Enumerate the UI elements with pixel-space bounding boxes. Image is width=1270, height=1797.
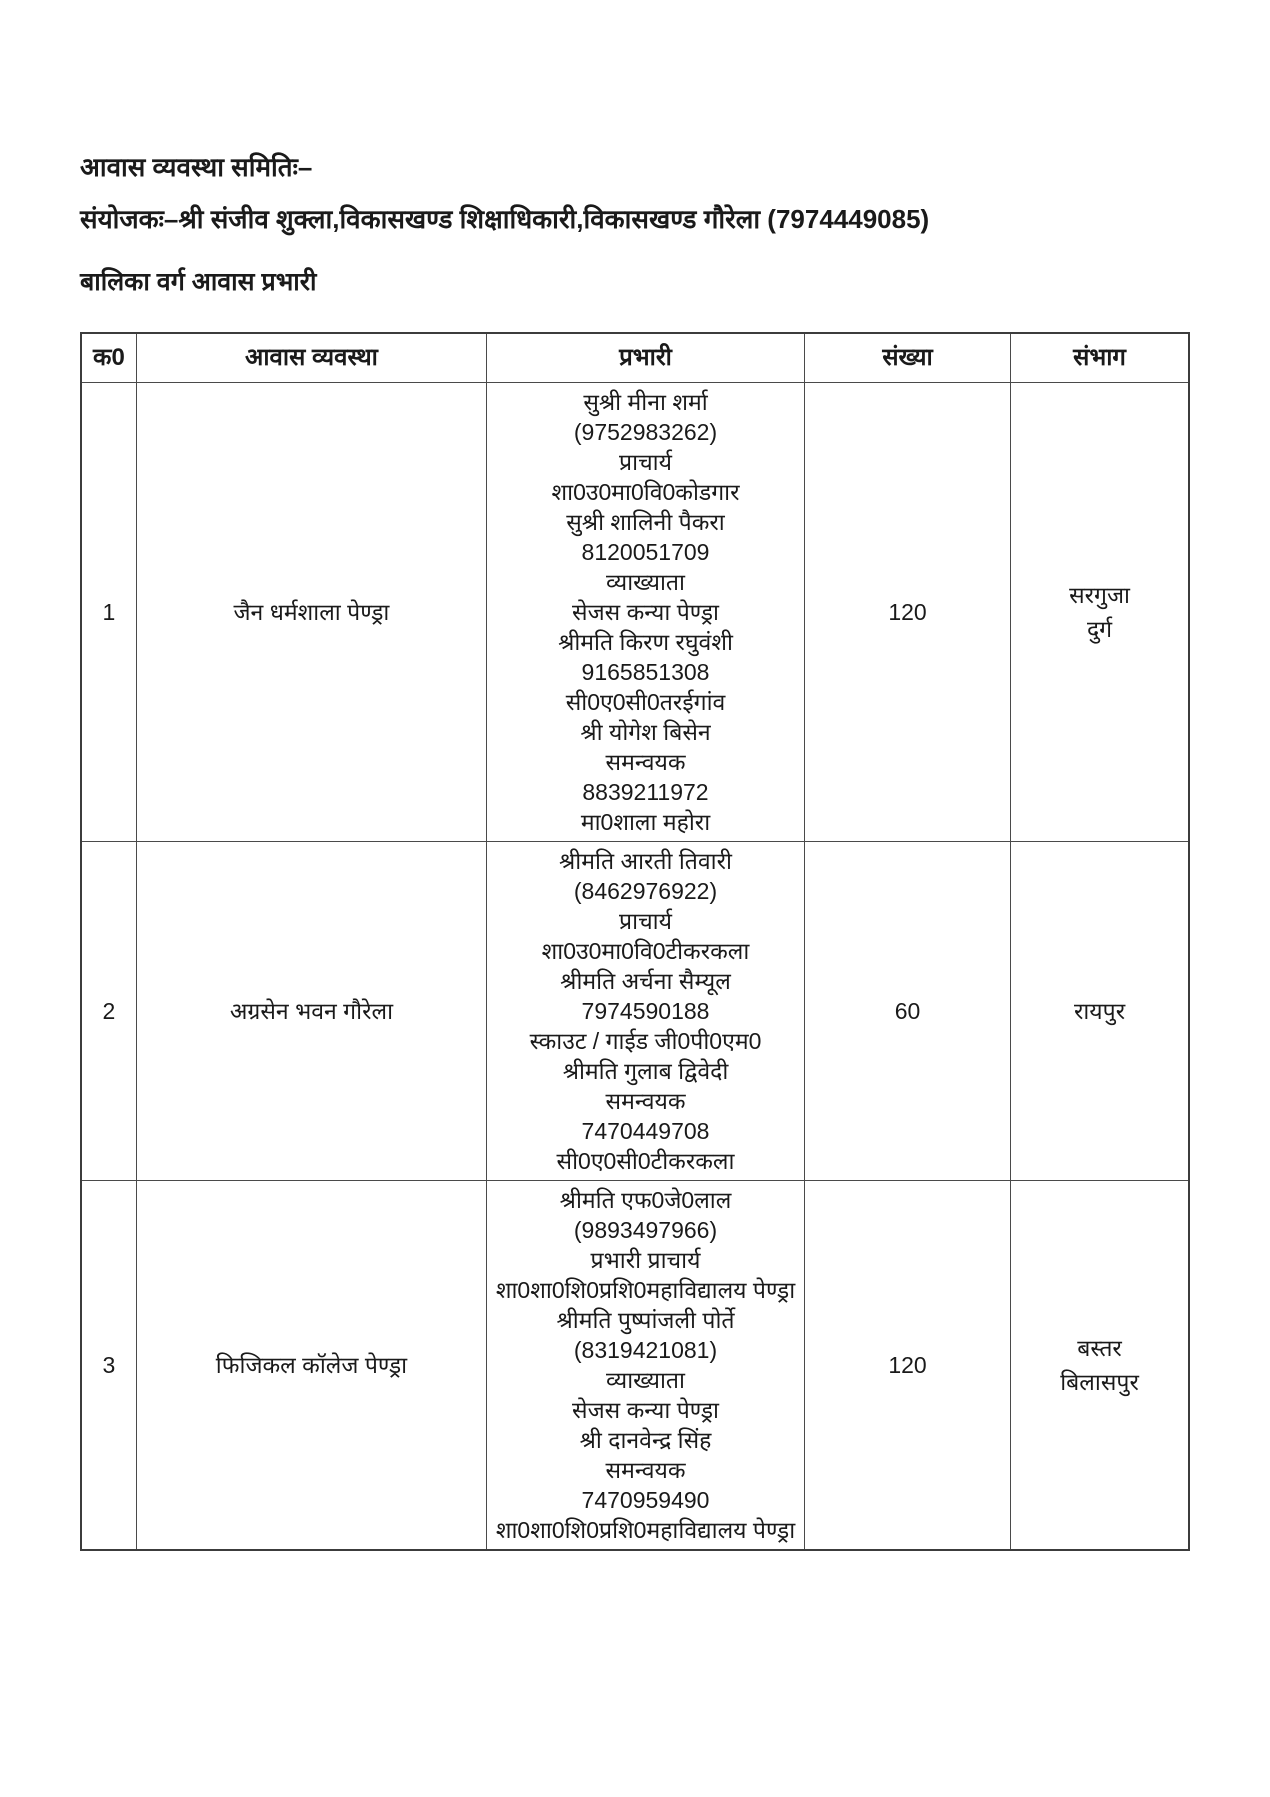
incharge-line: प्राचार्य [619, 908, 672, 934]
incharge-line: श्रीमति किरण रघुवंशी [558, 629, 733, 655]
incharge-line: समन्वयक [605, 1088, 686, 1114]
incharge-line: श्रीमति एफ0जे0लाल [559, 1187, 732, 1213]
incharge-line: प्रभारी प्राचार्य [590, 1247, 701, 1273]
incharge-line: व्याख्याता [606, 569, 685, 595]
col-header-division: संभाग [1011, 333, 1189, 383]
division-cell [1011, 842, 1189, 1181]
col-header-serial: क0 [81, 333, 136, 383]
incharge-line: 7470449708 [581, 1118, 710, 1144]
incharge-line: शा0शा0शि0प्रशि0महाविद्यालय पेण्ड्रा [495, 1277, 796, 1303]
incharge-line: श्री दानवेन्द्र सिंह [579, 1427, 712, 1453]
incharge-line: 7470959490 [581, 1487, 710, 1513]
awas-prabhari-table [80, 332, 1190, 1551]
committee-title: आवास व्यवस्था समितिः– [80, 152, 313, 182]
incharge-line: श्रीमति गुलाब द्विवेदी [562, 1058, 729, 1084]
venue-cell: जैन धर्मशाला पेण्ड्रा [136, 383, 486, 842]
count-cell: 120 [805, 383, 1011, 842]
incharge-line: श्रीमति आरती तिवारी [559, 848, 732, 874]
incharge-line: सी0ए0सी0टीकरकला [556, 1148, 735, 1174]
venue-cell: अग्रसेन भवन गौरेला [136, 842, 486, 1181]
table-row [81, 383, 1189, 842]
incharge-line: श्रीमति अर्चना सैम्यूल [560, 968, 731, 994]
count-cell: 60 [805, 842, 1011, 1181]
table-row [81, 842, 1189, 1181]
incharge-line: (9893497966) [573, 1217, 718, 1243]
section-title: बालिका वर्ग आवास प्रभारी [80, 268, 317, 296]
incharge-line: समन्वयक [605, 1457, 686, 1483]
incharge-line: सेजस कन्या पेण्ड्रा [572, 599, 719, 625]
table-body [81, 383, 1189, 1551]
table-header-row [81, 333, 1189, 383]
incharge-line: व्याख्याता [606, 1367, 685, 1393]
incharge-line: 7974590188 [581, 998, 710, 1024]
col-header-venue: आवास व्यवस्था [136, 333, 486, 383]
serial-cell: 3 [81, 1181, 136, 1551]
division-cell [1011, 1181, 1189, 1551]
incharge-cell [487, 1181, 805, 1551]
incharge-cell [487, 842, 805, 1181]
incharge-line: समन्वयक [605, 749, 686, 775]
incharge-line: (9752983262) [573, 419, 718, 445]
incharge-line: सी0ए0सी0तरईगांव [565, 689, 726, 715]
count-cell: 120 [805, 1181, 1011, 1551]
incharge-line: (8462976922) [573, 878, 718, 904]
table-row [81, 1181, 1189, 1551]
incharge-line: 8120051709 [581, 539, 710, 565]
incharge-line: स्काउट / गाईड जी0पी0एम0 [529, 1028, 762, 1054]
incharge-line: 9165851308 [581, 659, 710, 685]
division-line: सरगुजा [1069, 582, 1130, 608]
serial-cell: 2 [81, 842, 136, 1181]
incharge-line: सेजस कन्या पेण्ड्रा [572, 1397, 719, 1423]
serial-cell: 1 [81, 383, 136, 842]
division-line: बस्तर [1077, 1335, 1122, 1361]
incharge-line: शा0शा0शि0प्रशि0महाविद्यालय पेण्ड्रा [495, 1517, 796, 1543]
incharge-line: श्री योगेश बिसेन [580, 719, 711, 745]
incharge-line: (8319421081) [573, 1337, 718, 1363]
document-heading [80, 148, 1190, 298]
incharge-line: श्रीमति पुष्पांजली पोर्ते [556, 1307, 735, 1333]
incharge-line: प्राचार्य [619, 449, 672, 475]
division-line: बिलासपुर [1060, 1369, 1139, 1395]
division-line: रायपुर [1073, 998, 1126, 1024]
incharge-cell [487, 383, 805, 842]
incharge-line: शा0उ0मा0वि0टीकरकला [541, 938, 750, 964]
division-cell [1011, 383, 1189, 842]
coordinator-line: संयोजकः–श्री संजीव शुक्ला,विकासखण्ड शिक्षाधिकारी,विकासखण्ड गौरेला (7974449085) [80, 204, 930, 234]
incharge-line: सुश्री मीना शर्मा [583, 389, 708, 415]
incharge-line: सुश्री शालिनी पैकरा [566, 509, 725, 535]
incharge-line: शा0उ0मा0वि0कोडगार [551, 479, 740, 505]
col-header-count: संख्या [805, 333, 1011, 383]
incharge-line: मा0शाला महोरा [580, 809, 711, 835]
table-header [81, 333, 1189, 383]
incharge-line: 8839211972 [582, 779, 709, 805]
division-line: दुर्ग [1086, 616, 1113, 642]
col-header-incharge: प्रभारी [487, 333, 805, 383]
venue-cell: फिजिकल कॉलेज पेण्ड्रा [136, 1181, 486, 1551]
